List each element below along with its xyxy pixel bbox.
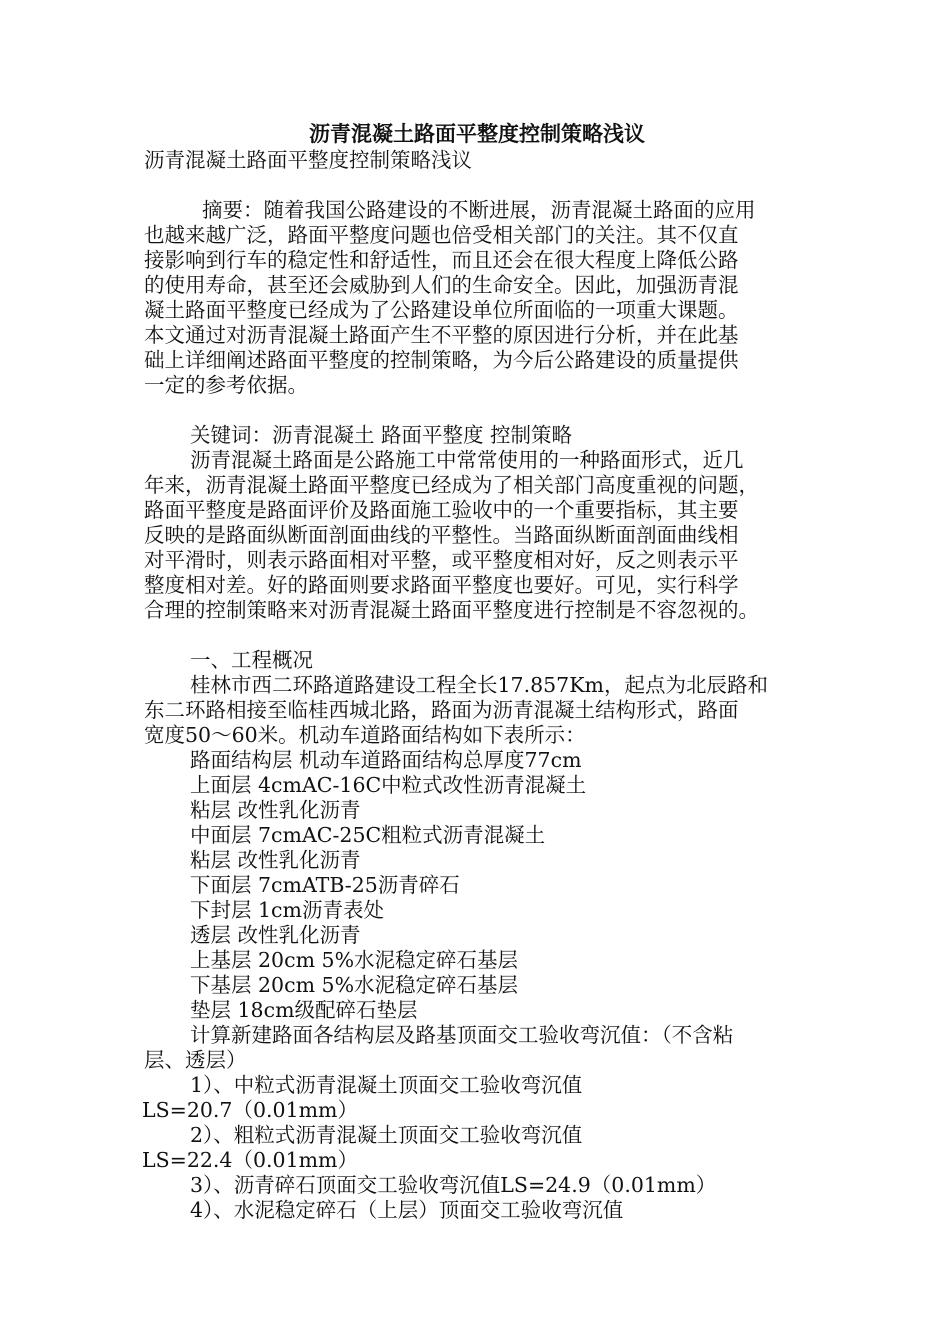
intro-line: 反映的是路面纵断面剖面曲线的平整性。当路面纵断面剖面曲线相 bbox=[144, 523, 739, 547]
deflection-value: LS=22.4（0.01mm） bbox=[142, 1148, 359, 1172]
intro-line: 路面平整度是路面评价及路面施工验收中的一个重要指标，其主要 bbox=[144, 498, 739, 522]
abstract-line: 接影响到行车的稳定性和舒适性，而且还会在很大程度上降低公路 bbox=[144, 248, 739, 272]
structure-item: 下基层 20cm 5%水泥稳定碎石基层 bbox=[190, 973, 519, 997]
section-line: 桂林市西二环路道路建设工程全长17.857Km，起点为北辰路和 bbox=[190, 673, 768, 697]
section-heading: 一、工程概况 bbox=[190, 648, 313, 672]
blank-line bbox=[144, 623, 810, 648]
deflection-list bbox=[144, 1073, 810, 1223]
intro-line: 年来，沥青混凝土路面平整度已经成为了相关部门高度重视的问题， bbox=[144, 473, 759, 497]
abstract bbox=[144, 198, 810, 398]
intro-line: 合理的控制策略来对沥青混凝土路面平整度进行控制是不容忽视的。 bbox=[144, 598, 759, 622]
abstract-line: 础上详细阐述路面平整度的控制策略，为今后公路建设的质量提供 bbox=[144, 348, 739, 372]
intro-line: 对平滑时，则表示路面相对平整，或平整度相对好，反之则表示平 bbox=[144, 548, 739, 572]
deflection-item: 1）、中粒式沥青混凝土顶面交工验收弯沉值 bbox=[190, 1073, 583, 1097]
structure-list bbox=[144, 748, 810, 1023]
calc-line: 层、透层） bbox=[144, 1048, 247, 1072]
structure-item: 垫层 18cm级配碎石垫层 bbox=[190, 998, 418, 1022]
document-title: 沥青混凝土路面平整度控制策略浅议 bbox=[309, 121, 645, 146]
structure-item: 下封层 1cm沥青表处 bbox=[190, 898, 384, 922]
calc-line: 计算新建路面各结构层及路基顶面交工验收弯沉值：（不含粘 bbox=[190, 1023, 734, 1047]
section-line: 宽度50～60米。机动车道路面结构如下表所示： bbox=[144, 723, 586, 747]
structure-item: 粘层 改性乳化沥青 bbox=[190, 848, 361, 872]
keywords: 关键词：沥青混凝土 路面平整度 控制策略 bbox=[190, 423, 573, 447]
structure-item: 中面层 7cmAC-25C粗粒式沥青混凝土 bbox=[190, 823, 546, 847]
deflection-item: 4）、水泥稳定碎石（上层）顶面交工验收弯沉值 bbox=[190, 1198, 624, 1222]
section-paragraph bbox=[144, 673, 810, 748]
intro-line: 整度相对差。好的路面则要求路面平整度也要好。可见，实行科学 bbox=[144, 573, 739, 597]
document-subtitle: 沥青混凝土路面平整度控制策略浅议 bbox=[144, 148, 472, 172]
abstract-line: 也越来越广泛，路面平整度问题也倍受相关部门的关注。其不仅直 bbox=[144, 223, 739, 247]
structure-item: 透层 改性乳化沥青 bbox=[190, 923, 361, 947]
blank-line bbox=[144, 398, 810, 423]
deflection-item: 2）、粗粒式沥青混凝土顶面交工验收弯沉值 bbox=[190, 1123, 583, 1147]
section-line: 东二环路相接至临桂西城北路，路面为沥青混凝土结构形式，路面 bbox=[144, 698, 739, 722]
deflection-item: 3）、沥青碎石顶面交工验收弯沉值LS=24.9（0.01mm） bbox=[190, 1173, 717, 1197]
deflection-value: LS=20.7（0.01mm） bbox=[142, 1098, 359, 1122]
abstract-line: 本文通过对沥青混凝土路面产生不平整的原因进行分析，并在此基 bbox=[144, 323, 739, 347]
structure-item: 下面层 7cmATB-25沥青碎石 bbox=[190, 873, 460, 897]
blank-line bbox=[144, 173, 810, 198]
abstract-line: 摘要：随着我国公路建设的不断进展，沥青混凝土路面的应用 bbox=[202, 198, 756, 222]
document-page bbox=[144, 119, 810, 1223]
abstract-line: 一定的参考依据。 bbox=[144, 373, 308, 397]
abstract-line: 的使用寿命，甚至还会威胁到人们的生命安全。因此，加强沥青混 bbox=[144, 273, 739, 297]
intro-paragraph bbox=[144, 448, 810, 623]
structure-item: 上基层 20cm 5%水泥稳定碎石基层 bbox=[190, 948, 519, 972]
structure-item: 路面结构层 机动车道路面结构总厚度77cm bbox=[190, 748, 582, 772]
abstract-line: 凝土路面平整度已经成为了公路建设单位所面临的一项重大课题。 bbox=[144, 298, 739, 322]
structure-item: 粘层 改性乳化沥青 bbox=[190, 798, 361, 822]
structure-item: 上面层 4cmAC-16C中粒式改性沥青混凝土 bbox=[190, 773, 587, 797]
intro-line: 沥青混凝土路面是公路施工中常常使用的一种路面形式，近几 bbox=[190, 448, 744, 472]
